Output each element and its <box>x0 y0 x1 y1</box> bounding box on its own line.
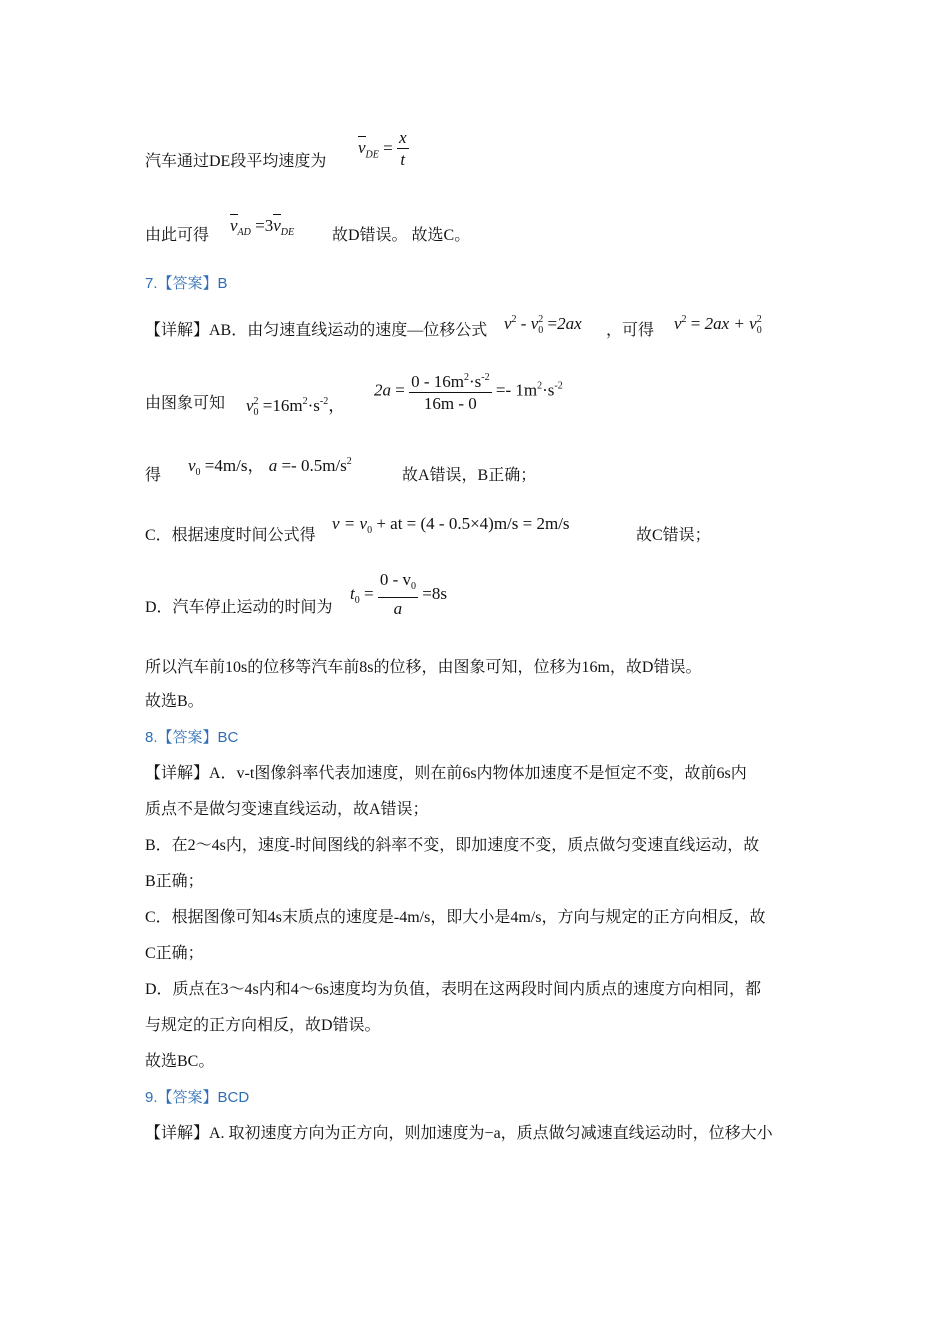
text-ad-tail: 故D错误。 故选C。 <box>332 227 471 244</box>
formula-v-squared: $v^2 = 2ax + v_0^2$ <box>674 314 762 336</box>
formula-v0-squared: $v_0^2 =16m^2\cdot s^{-2}$， <box>246 396 346 418</box>
q7-c-tail: 故C错误； <box>636 527 711 544</box>
q8-pick: 故选BC。 <box>145 1053 215 1070</box>
q7-answer: 7.【答案】B <box>145 275 228 292</box>
q7-graph-text: 由图象可知 <box>145 395 226 412</box>
q8-d2: 与规定的正方向相反，故D错误。 <box>145 1017 381 1034</box>
q8-c1: C．根据图像可知4s末质点的速度是-4m/s，即大小是4m/s，方向与规定的正方向相反，故 <box>145 909 766 926</box>
formula-2a: 2a = $\frac{0 - 16m^2\cdot s^{-2}}{16m - 0}$ =- $1m^2\cdot s^{-2}$ <box>374 368 563 415</box>
q7-so: 所以汽车前10s的位移等汽车前8s的位移，由图象可知，位移为16m，故D错误。 <box>145 659 702 676</box>
q7-de-tail: 故A错误，B正确； <box>402 467 537 484</box>
q9-answer: 9.【答案】BCD <box>145 1089 250 1106</box>
formula-v-displacement: $v^2 - v_0^2 =2ax$ <box>504 314 582 336</box>
q8-answer: 8.【答案】BC <box>145 729 239 746</box>
q8-b1: B．在2～4s内，速度-时间图线的斜率不变，即加速度不变，质点做匀变速直线运动，故 <box>145 837 760 854</box>
formula-v0-a: $v_0 =4m/s$， $a =- 0.5m/s^2$ <box>188 456 352 478</box>
text-ad-derive: 由此可得 <box>145 227 210 244</box>
q7-de-text: 得 <box>145 467 162 484</box>
q7-pick: 故选B。 <box>145 693 204 710</box>
formula-t0: $t_0$ = $\frac{0 - v_0}{a}$ =8s <box>350 570 447 618</box>
text-de-average: 汽车通过DE段平均速度为 <box>145 153 327 170</box>
q7-d-text: D．汽车停止运动的时间为 <box>145 599 333 616</box>
q7-detail: 【详解】AB．由匀速直线运动的速度—位移公式 <box>145 322 488 339</box>
formula-v-ad: $v_{AD} =3v_{DE}$ <box>230 216 295 238</box>
q8-b2: B正确； <box>145 873 204 890</box>
formula-v-de: $v_{DE}$ = $\frac{x}{t}$ <box>358 128 407 169</box>
q8-a2: 质点不是做匀变速直线运动，故A错误； <box>145 801 429 818</box>
q8-d1: D．质点在3～4s内和4～6s速度均为负值，表明在这两段时间内质点的速度方向相同，都 <box>145 981 762 998</box>
q9-a1: 【详解】A. 取初速度方向为正方向，则加速度为−a，质点做匀减速直线运动时，位移大小 <box>145 1125 773 1142</box>
q7-c-text: C．根据速度时间公式得 <box>145 527 316 544</box>
formula-velocity: $v = v_0$ + at = (4 - 0.5×4)m/s = 2m/s <box>332 514 570 536</box>
q8-c2: C正确； <box>145 945 204 962</box>
q7-mid: ，可得 <box>606 322 655 339</box>
q8-a1: 【详解】A．v-t图像斜率代表加速度，则在前6s内物体加速度不是恒定不变，故前6s内 <box>145 765 747 782</box>
